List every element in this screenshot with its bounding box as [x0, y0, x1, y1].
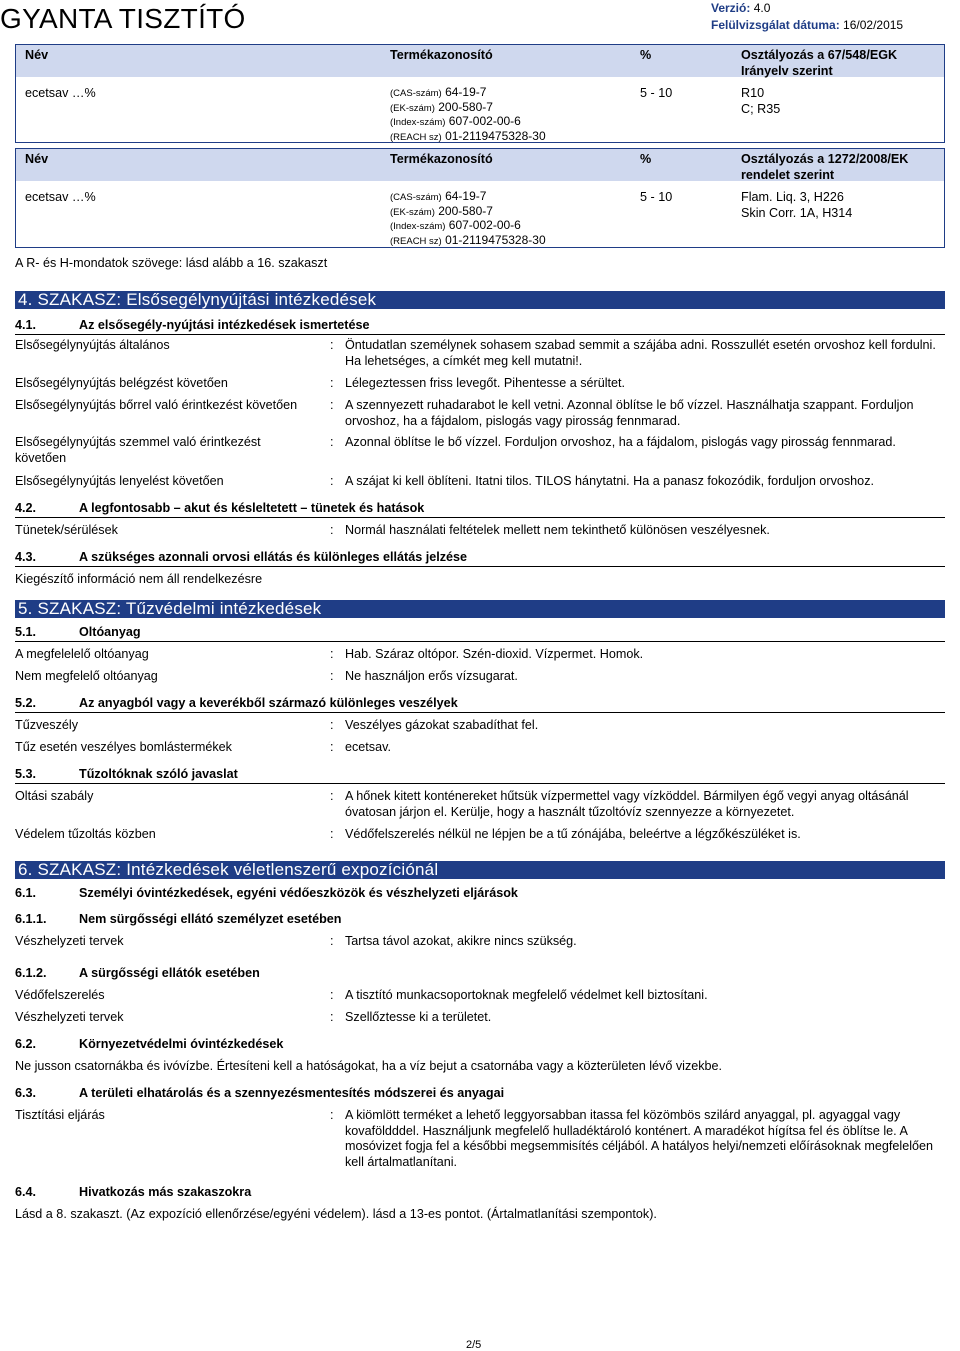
row-value: Normál használati feltételek mellett nem tekinthető különösen veszélyesnek. [345, 523, 770, 537]
row-colon: : [330, 789, 334, 803]
subsection-number: 4.2. [15, 501, 37, 515]
subsection-title: Oltóanyag [79, 625, 141, 639]
section-5-bar: 5. SZAKASZ: Tűzvédelmi intézkedések [15, 600, 945, 618]
col-class-header [741, 152, 908, 183]
subsection-number: 6.2. [15, 1037, 37, 1051]
subsection-5-1 [15, 625, 945, 642]
row-value: Lélegeztessen friss levegőt. Pihentesse a sérültet. [345, 376, 626, 390]
subsection-number: 6.3. [15, 1086, 37, 1100]
col-class-header-line2: Irányelv szerint [741, 63, 833, 78]
cas-number [390, 190, 546, 205]
row-label: Oltási szabály [15, 789, 94, 803]
row-colon: : [330, 718, 334, 732]
reach-value: 01-2119475328-30 [445, 128, 546, 143]
subsection-number: 6.1.1. [15, 912, 47, 926]
review-date-line [711, 17, 903, 34]
cas-number [390, 86, 546, 101]
composition-table-1272-2008 [15, 148, 945, 248]
index-value: 607-002-00-6 [448, 114, 521, 128]
page-number: 2/5 [466, 1339, 482, 1351]
row-colon: : [330, 435, 334, 449]
row-label: Nem megfelelő oltóanyag [15, 669, 158, 683]
row-colon: : [330, 398, 334, 412]
subsection-number: 5.1. [15, 625, 37, 639]
col-name-header: Név [25, 48, 49, 62]
reach-key: (REACH sz) [390, 235, 442, 247]
col-pct-header: % [640, 152, 652, 166]
row-colon: : [330, 827, 334, 841]
row-colon: : [330, 474, 334, 488]
subsection-6-1-2 [15, 966, 945, 982]
version-value: 4.0 [753, 1, 771, 15]
col-id-header: Termékazonosító [390, 48, 493, 62]
col-name-header: Név [25, 152, 49, 166]
subsection-title: A szükséges azonnali orvosi ellátás és különleges ellátás jelzése [79, 550, 468, 564]
subsection-4-3-text: Kiegészítő információ nem áll rendelkezésre [15, 572, 263, 586]
row-label: Vészhelyzeti tervek [15, 1010, 124, 1024]
reach-value: 01-2119475328-30 [445, 232, 546, 247]
subsection-6-4 [15, 1185, 945, 1201]
row-colon: : [330, 934, 334, 948]
index-value: 607-002-00-6 [448, 218, 521, 232]
cas-key: (CAS-szám) [390, 88, 442, 99]
subsection-number: 6.1. [15, 886, 37, 900]
row-label: Tűzveszély [15, 718, 78, 732]
row-value: Azonnal öblítse le bő vízzel. Forduljon orvoshoz, ha a fájdalom, pislogás vagy pirosság fennmarad. [345, 435, 896, 449]
subsection-number: 4.3. [15, 550, 37, 564]
row-colon: : [330, 740, 334, 754]
ek-value: 200-580-7 [438, 203, 493, 218]
row-colon: : [330, 669, 334, 683]
col-class-header-line1: Osztályozás a 1272/2008/EK [741, 152, 909, 166]
index-key: (Index-szám) [390, 221, 446, 232]
row-label: Tűz esetén veszélyes bomlástermékek [15, 740, 232, 754]
row-value: A hőnek kitett konténereket hűtsük vízpermettel vagy vízköddel. Bármilyen égő vegyi anyag oltásánál óvatosan járjon el. Kerülje, hogy a használt tűzoltóvíz szennyezze a környezetet. [345, 789, 909, 819]
subsection-number: 5.3. [15, 767, 37, 781]
ek-key: (EK-szám) [390, 102, 435, 114]
subsection-6-2 [15, 1037, 945, 1053]
section-4-bar: 4. SZAKASZ: Elsősegélynyújtási intézkedések [15, 291, 945, 309]
row-label: Tisztítási eljárás [15, 1108, 105, 1122]
col-class-header-line1: Osztályozás a 67/548/EGK [741, 48, 898, 62]
row-value: A szájat ki kell öblíteni. Itatni tilos. TILOS hánytatni. Ha a panasz fokozódik, forduljon orvoshoz. [345, 474, 874, 488]
col-class-header [741, 48, 897, 79]
substance-identifiers [390, 190, 546, 248]
classification-line1: Flam. Liq. 3, H226 [741, 190, 844, 204]
row-value: Hab. Száraz oltópor. Szén-dioxid. Vízpermet. Homok. [345, 647, 644, 661]
reach-number [390, 130, 546, 145]
row-label: Elsősegélynyújtás általános [15, 338, 170, 352]
subsection-title: Személyi óvintézkedések, egyéni védőeszközök és vészhelyzeti eljárások [79, 886, 518, 900]
subsection-title: Az elsősegély-nyújtási intézkedések ismertetése [79, 318, 370, 332]
row-value: Védőfelszerelés nélkül ne lépjen be a tű zónájába, beleértve a légzőkészüléket is. [345, 827, 801, 841]
row-colon: : [330, 647, 334, 661]
subsection-title: A területi elhatárolás és a szennyezésmentesítés módszerei és anyagai [79, 1086, 505, 1100]
subsection-title: A sürgősségi ellátók esetében [79, 966, 260, 980]
row-value: Ne használjon erős vízsugarat. [345, 669, 518, 683]
subsection-6-2-text: Ne jusson csatornákba és ivóvízbe. Értesíteni kell a hatóságokat, ha a víz bejut a csatornába vagy a közterületen lévő vizekbe. [15, 1059, 723, 1073]
index-number [390, 219, 546, 234]
substance-classification [741, 86, 780, 117]
version-line [711, 0, 903, 17]
composition-table-67-548 [15, 44, 945, 143]
cas-value: 64-19-7 [445, 189, 487, 203]
subsection-title: Környezetvédelmi óvintézkedések [79, 1037, 284, 1051]
row-label: Védelem tűzoltás közben [15, 827, 156, 841]
col-class-header-line2: rendelet szerint [741, 167, 835, 182]
index-number [390, 115, 546, 130]
subsection-number: 5.2. [15, 696, 37, 710]
row-colon: : [330, 376, 334, 390]
substance-percent: 5 - 10 [640, 190, 673, 204]
subsection-title: Az anyagból vagy a keverékből származó különleges veszélyek [79, 696, 458, 710]
ek-value: 200-580-7 [438, 99, 493, 114]
subsection-title: Tűzoltóknak szóló javaslat [79, 767, 238, 781]
substance-identifiers [390, 86, 546, 144]
table-header-row [16, 45, 944, 77]
subsection-4-1 [15, 318, 945, 335]
product-title: GYANTA TISZTÍTÓ [0, 3, 246, 34]
section-6-bar: 6. SZAKASZ: Intézkedések véletlenszerű expozíciónál [15, 861, 945, 879]
substance-name: ecetsav …% [25, 190, 96, 204]
subsection-6-4-text: Lásd a 8. szakaszt. (Az expozíció ellenőrzése/egyéni védelem). lásd a 13-es pontot. (Ártalmatlanítási szempontok). [15, 1207, 657, 1221]
ek-key: (EK-szám) [390, 206, 435, 218]
row-label: Elsősegélynyújtás szemmel való érintkezést követően [15, 435, 261, 465]
substance-name: ecetsav …% [25, 86, 96, 100]
row-value: Szellőztesse ki a területet. [345, 1010, 492, 1024]
row-label: A megfelelelő oltóanyag [15, 647, 149, 661]
subsection-5-3 [15, 767, 945, 784]
document-meta [711, 0, 903, 34]
row-value: Veszélyes gázokat szabadíthat fel. [345, 718, 539, 732]
rh-phrases-note: A R- és H-mondatok szövege: lásd alább a 16. szakaszt [15, 256, 328, 270]
subsection-6-1 [15, 886, 945, 902]
subsection-number: 4.1. [15, 318, 37, 332]
substance-classification [741, 190, 852, 221]
subsection-title: Nem sürgősségi ellátó személyzet esetében [79, 912, 342, 926]
version-label: Verzió: [711, 1, 751, 15]
row-value: A szennyezett ruhadarabot le kell vetni. Azonnal öblítse le bő vízzel. Használhatja szappant. Forduljon orvoshoz, ha a fájdalom, pislogás vagy pirosság fennmarad. [345, 398, 914, 428]
row-colon: : [330, 523, 334, 537]
row-colon: : [330, 988, 334, 1002]
subsection-title: Hivatkozás más szakaszokra [79, 1185, 252, 1199]
subsection-5-2 [15, 696, 945, 713]
classification-line2: C; R35 [741, 101, 781, 116]
row-label: Elsősegélynyújtás bőrrel való érintkezést követően [15, 398, 298, 412]
substance-percent: 5 - 10 [640, 86, 673, 100]
subsection-6-3 [15, 1086, 945, 1102]
subsection-number: 6.4. [15, 1185, 37, 1199]
row-value: Öntudatlan személynek sohasem szabad semmit a szájába adni. Rosszullét esetén orvoshoz kell fordulni. Ha lehetséges, a címkét meg kell mutatni!. [345, 338, 936, 368]
cas-key: (CAS-szám) [390, 192, 442, 203]
subsection-title: A legfontosabb – akut és késleltetett – tünetek és hatások [79, 501, 425, 515]
table-header-row [16, 149, 944, 181]
col-pct-header: % [640, 48, 652, 62]
row-label: Védőfelszerelés [15, 988, 105, 1002]
row-value: Tartsa távol azokat, akikre nincs szükség. [345, 934, 577, 948]
row-label: Elsősegélynyújtás lenyelést követően [15, 474, 224, 488]
subsection-number: 6.1.2. [15, 966, 47, 980]
reach-key: (REACH sz) [390, 131, 442, 143]
ek-number [390, 101, 546, 116]
review-date-label: Felülvizsgálat dátuma: [711, 18, 840, 32]
row-colon: : [330, 1108, 334, 1122]
subsection-6-1-1 [15, 912, 945, 928]
row-value: A tisztító munkacsoportoknak megfelelő védelmet kell biztosítani. [345, 988, 708, 1002]
classification-line2: Skin Corr. 1A, H314 [741, 205, 853, 220]
row-colon: : [330, 1010, 334, 1024]
row-value: A kiömlött terméket a lehető leggyorsabban itassa fel közömbös szilárd anyaggal, pl. agyaggal vagy kovaföldddel. Használjunk megfelelő hulladéktároló konténert. A maradékot hígítsa fel és öblítse le. A mosóvizet fogja fel a későbbi megsemmisítés céljából. A hatályos helyi/nemzeti előírásoknak megfelelően kell ártalmatlanítani. [345, 1108, 934, 1169]
review-date-value: 16/02/2015 [843, 18, 904, 32]
row-value: ecetsav. [345, 740, 391, 754]
row-label: Elsősegélynyújtás belégzést követően [15, 376, 228, 390]
col-id-header: Termékazonosító [390, 152, 493, 166]
classification-line1: R10 [741, 86, 765, 100]
row-label: Vészhelyzeti tervek [15, 934, 124, 948]
row-label: Tünetek/sérülések [15, 523, 118, 537]
reach-number [390, 234, 546, 249]
subsection-4-3 [15, 550, 945, 567]
cas-value: 64-19-7 [445, 85, 487, 99]
index-key: (Index-szám) [390, 117, 446, 128]
subsection-4-2 [15, 501, 945, 518]
ek-number [390, 205, 546, 220]
row-colon: : [330, 338, 334, 352]
